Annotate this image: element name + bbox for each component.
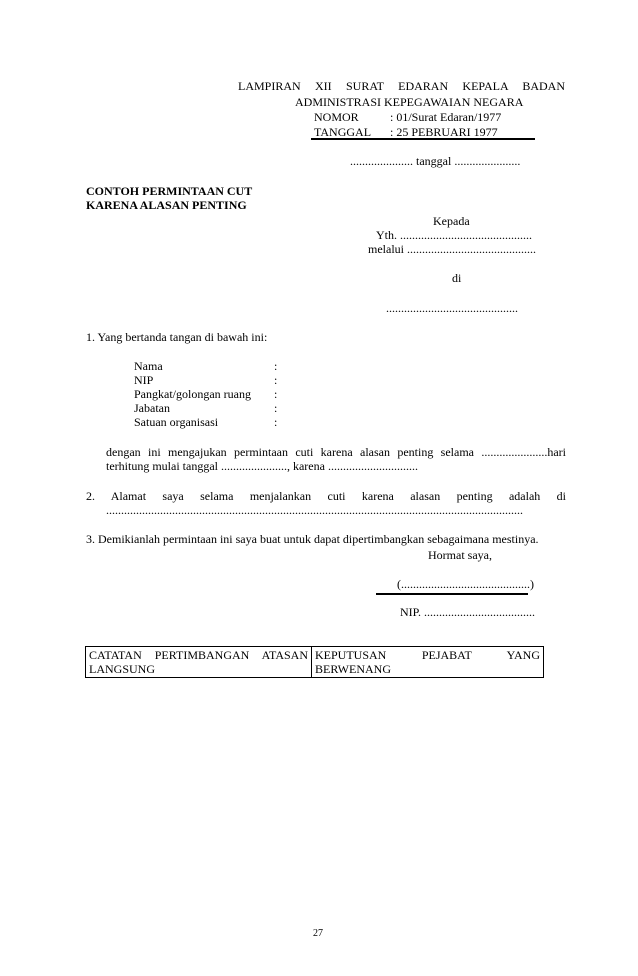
yth-line: Yth. ............................................ bbox=[376, 228, 532, 242]
field-colon-jabatan: : bbox=[274, 401, 278, 415]
tanggal-value: : 25 PEBRUARI 1977 bbox=[390, 125, 498, 139]
field-colon-nip: : bbox=[274, 373, 278, 387]
kepada-label: Kepada bbox=[433, 214, 470, 228]
place-line: ............................................ bbox=[386, 301, 518, 315]
section-2-line-2: ........................................................................................................................................... bbox=[106, 503, 523, 517]
field-colon-satuan-organisasi: : bbox=[274, 415, 278, 429]
table-row bbox=[86, 647, 544, 678]
field-colon-nama: : bbox=[274, 359, 278, 373]
header-underline bbox=[311, 138, 535, 140]
di-label: di bbox=[452, 271, 462, 285]
document-title-line-2: KARENA ALASAN PENTING bbox=[86, 198, 247, 212]
signature-line bbox=[376, 593, 528, 595]
hormat-saya: Hormat saya, bbox=[428, 548, 492, 562]
header-line-1: LAMPIRAN XII SURAT EDARAN KEPALA BADAN bbox=[238, 79, 565, 93]
nomor-value: : 01/Surat Edaran/1977 bbox=[390, 110, 502, 124]
keputusan-line-2: BERWENANG bbox=[315, 662, 391, 676]
section-1-body-line-1: dengan ini mengajukan permintaan cuti karena alasan penting selama ......................hari bbox=[106, 445, 566, 459]
date-line: ..................... tanggal ...................... bbox=[350, 154, 521, 168]
signature-name-placeholder: (...........................................) bbox=[397, 577, 534, 591]
field-label-pangkat: Pangkat/golongan ruang bbox=[134, 387, 251, 401]
document-title-line-1: CONTOH PERMINTAAN CUT bbox=[86, 184, 253, 198]
page-number: 27 bbox=[313, 928, 323, 939]
section-2-line-1: 2. Alamat saya selama menjalankan cuti karena alasan penting adalah di bbox=[86, 489, 566, 503]
section-1-body-line-2: terhitung mulai tanggal ......................, karena .............................. bbox=[106, 459, 418, 473]
catatan-line-1: CATATAN PERTIMBANGAN ATASAN bbox=[89, 648, 308, 662]
keputusan-line-1: KEPUTUSAN PEJABAT YANG bbox=[315, 648, 540, 662]
signature-nip: NIP. ..................................... bbox=[400, 605, 536, 619]
catatan-line-2: LANGSUNG bbox=[89, 662, 155, 676]
header-line-2: ADMINISTRASI KEPEGAWAIAN NEGARA bbox=[295, 95, 524, 109]
field-label-nama: Nama bbox=[134, 359, 163, 373]
field-label-satuan-organisasi: Satuan organisasi bbox=[134, 415, 219, 429]
notes-table bbox=[85, 646, 544, 678]
nomor-label: NOMOR bbox=[314, 110, 359, 124]
keputusan-pejabat-cell bbox=[312, 647, 544, 678]
field-label-jabatan: Jabatan bbox=[134, 401, 170, 415]
catatan-pertimbangan-cell bbox=[86, 647, 312, 678]
section-3-text: 3. Demikianlah permintaan ini saya buat untuk dapat dipertimbangkan sebagaimana mestinya. bbox=[86, 532, 539, 546]
tanggal-label: TANGGAL bbox=[314, 125, 372, 139]
field-colon-pangkat: : bbox=[274, 387, 278, 401]
field-label-nip: NIP bbox=[134, 373, 154, 387]
melalui-line: melalui ........................................... bbox=[368, 242, 536, 256]
section-1-intro: 1. Yang bertanda tangan di bawah ini: bbox=[86, 330, 268, 344]
